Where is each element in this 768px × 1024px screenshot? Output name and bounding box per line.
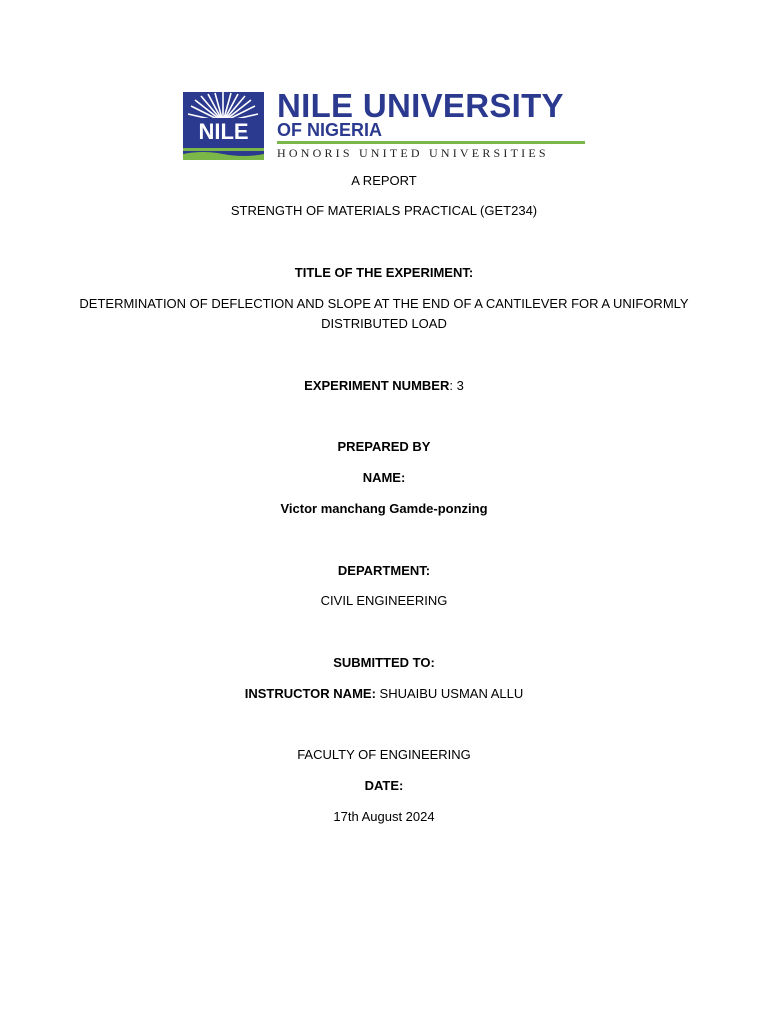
student-name: Victor manchang Gamde-ponzing bbox=[280, 501, 488, 516]
experiment-number bbox=[0, 376, 768, 396]
experiment-number-label: EXPERIMENT NUMBER bbox=[304, 378, 450, 393]
faculty-name: FACULTY OF ENGINEERING bbox=[297, 747, 471, 762]
report-heading: A REPORT bbox=[351, 173, 417, 188]
university-country: OF NIGERIA bbox=[277, 120, 383, 140]
submitted-to-label: SUBMITTED TO: bbox=[333, 655, 435, 670]
logo-mark-text: NILE bbox=[198, 119, 249, 144]
experiment-number-value: : 3 bbox=[449, 378, 464, 393]
department-label: DEPARTMENT: bbox=[337, 563, 431, 578]
name-label: NAME: bbox=[362, 470, 406, 485]
prepared-by-label: PREPARED BY bbox=[337, 439, 431, 454]
university-tagline: HONORIS UNITED UNIVERSITIES bbox=[277, 146, 549, 160]
course-title: STRENGTH OF MATERIALS PRACTICAL (GET234) bbox=[230, 203, 538, 218]
department-value: CIVIL ENGINEERING bbox=[320, 593, 448, 608]
university-name: NILE UNIVERSITY bbox=[277, 87, 564, 124]
instructor-line bbox=[0, 684, 768, 704]
date-value: 17th August 2024 bbox=[333, 809, 435, 824]
logo-divider bbox=[277, 141, 585, 144]
university-logo bbox=[183, 87, 587, 162]
experiment-title-label: TITLE OF THE EXPERIMENT: bbox=[294, 265, 474, 280]
instructor-label: INSTRUCTOR NAME: bbox=[244, 686, 376, 701]
experiment-title-line-2: DISTRIBUTED LOAD bbox=[321, 316, 447, 331]
logo-emblem bbox=[183, 92, 264, 160]
experiment-title-line-1: DETERMINATION OF DEFLECTION AND SLOPE AT THE END OF A CANTILEVER FOR A UNIFORMLY bbox=[79, 296, 689, 311]
instructor-name: SHUAIBU USMAN ALLU bbox=[375, 686, 524, 701]
date-label: DATE: bbox=[364, 778, 404, 793]
